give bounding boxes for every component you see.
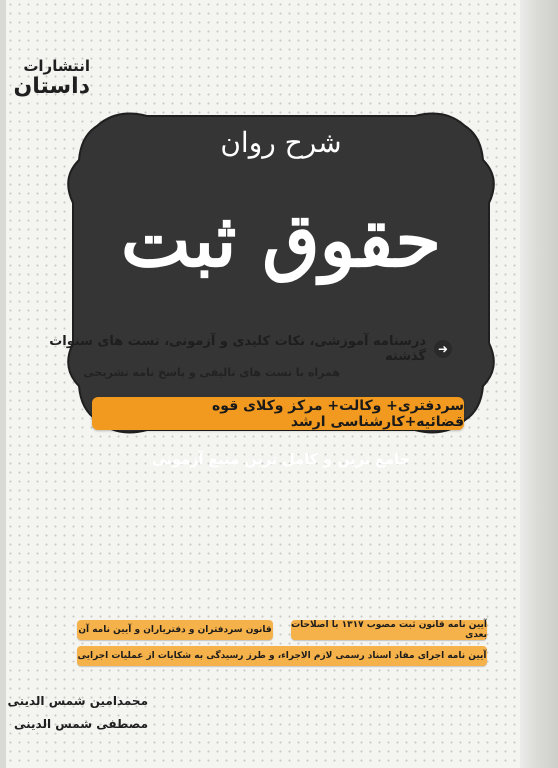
tagline: جامع ترین و کامل ترین منبع آزمونی bbox=[151, 452, 410, 468]
author-name: مصطفی شمس الدینی bbox=[14, 716, 148, 731]
book-title: حقوق ثبت bbox=[120, 198, 442, 284]
arrow-left-icon: ➜ bbox=[434, 340, 452, 358]
title-plaque bbox=[57, 108, 505, 468]
book-spine bbox=[520, 0, 558, 768]
publisher-line2: داستان bbox=[13, 73, 90, 99]
law-tag: قانون سردفتران و دفترياران و آیین نامه آن bbox=[77, 620, 273, 640]
exam-band: سردفتری+ وکالت+ مرکز وکلای قوه قضائیه+کارشناسی ارشد bbox=[92, 397, 464, 430]
publisher-line1: انتشارات bbox=[23, 57, 90, 75]
subtitle: شرح روان bbox=[220, 126, 342, 159]
publisher-logo bbox=[14, 58, 90, 99]
authors bbox=[7, 690, 148, 736]
law-tag: آیین نامه اجرای مفاد اسناد رسمی لازم الاجراء، و طرز رسیدگی به شکایات از عملیات اجرایی bbox=[77, 646, 487, 666]
features-row bbox=[6, 334, 452, 364]
features-subtext: همراه با تست های تالیفی و پاسخ نامه تشریحی bbox=[83, 366, 340, 379]
author-name: محمدامین شمس الدینی bbox=[7, 694, 148, 708]
book-cover bbox=[6, 0, 521, 768]
features-text: درسنامه آموزشی، نکات کلیدی و آزمونی، تست های سنوات گذشته bbox=[49, 334, 427, 364]
law-tag: آیین نامه قانون ثبت مصوب ۱۳۱۷ با اصلاحات بعدی bbox=[291, 620, 487, 640]
